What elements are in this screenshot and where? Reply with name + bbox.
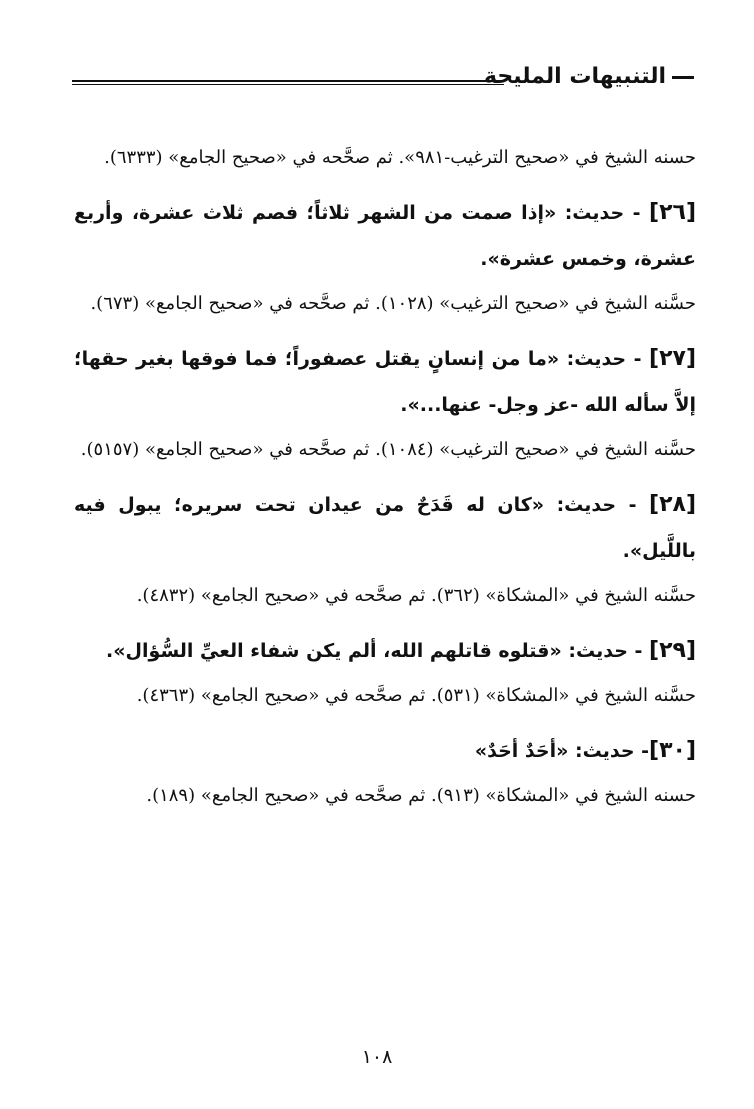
hadith-entry-26 [74, 190, 696, 322]
grading-note: حسَّنه الشيخ في «صحيح الترغيب» (١٠٢٨). ثم صحَّحه في «صحيح الجامع» (٦٧٣). [90, 293, 696, 314]
hadith-entry-30 [74, 728, 696, 814]
grading-note: حسَّنه الشيخ في «صحيح الترغيب» (١٠٨٤). ثم صحَّحه في «صحيح الجامع» (٥١٥٧). [80, 439, 696, 460]
hadith-text: - حديث: «أحَدٌ أحَدٌ» [474, 740, 650, 762]
hadith-number: [٢٨] [649, 492, 696, 517]
page-body [74, 136, 696, 828]
hadith-heading [74, 336, 696, 428]
header-dash [672, 76, 694, 79]
header-title: التنبيهات المليحة [484, 64, 666, 89]
hadith-heading [74, 190, 696, 282]
hadith-number: [٢٩] [649, 638, 696, 663]
hadith-text: - حديث: «كان له قَدَحٌ من عيدان تحت سريره؛ يبول فيه باللَّيل». [74, 494, 696, 562]
hadith-heading [74, 728, 696, 774]
entry-continuation [74, 140, 696, 176]
grading-note: حسَّنه الشيخ في «المشكاة» (٥٣١). ثم صحَّحه في «صحيح الجامع» (٤٣٦٣). [136, 685, 696, 706]
hadith-number: [٢٧] [649, 346, 696, 371]
hadith-text: - حديث: «قتلوه قاتلهم الله، ألم يكن شفاء العيِّ السُّؤال». [106, 640, 650, 662]
hadith-entry-29 [74, 628, 696, 714]
hadith-text: - حديث: «إذا صمت من الشهر ثلاثاً؛ فصم ثلاث عشرة، وأربع عشرة، وخمس عشرة». [74, 202, 696, 270]
header-rule [72, 80, 504, 85]
hadith-entry-27 [74, 336, 696, 468]
hadith-text: - حديث: «ما من إنسانٍ يقتل عصفوراً؛ فما فوقها بغير حقها؛ إلاَّ سأله الله -عز وجل- عنها...». [74, 348, 696, 416]
page-number: ١٠٨ [361, 1046, 393, 1068]
running-header [72, 62, 694, 102]
hadith-entry-28 [74, 482, 696, 614]
hadith-heading [74, 628, 696, 674]
grading-note: حسنه الشيخ في «المشكاة» (٩١٣). ثم صحَّحه في «صحيح الجامع» (١٨٩). [146, 785, 696, 806]
hadith-number: [٣٠] [649, 738, 696, 763]
grading-note: حسنه الشيخ في «صحيح الترغيب-٩٨١». ثم صحَّحه في «صحيح الجامع» (٦٣٣٣). [104, 147, 696, 168]
hadith-heading [74, 482, 696, 574]
grading-note: حسَّنه الشيخ في «المشكاة» (٣٦٢). ثم صحَّحه في «صحيح الجامع» (٤٨٣٢). [136, 585, 696, 606]
hadith-number: [٢٦] [649, 200, 696, 225]
